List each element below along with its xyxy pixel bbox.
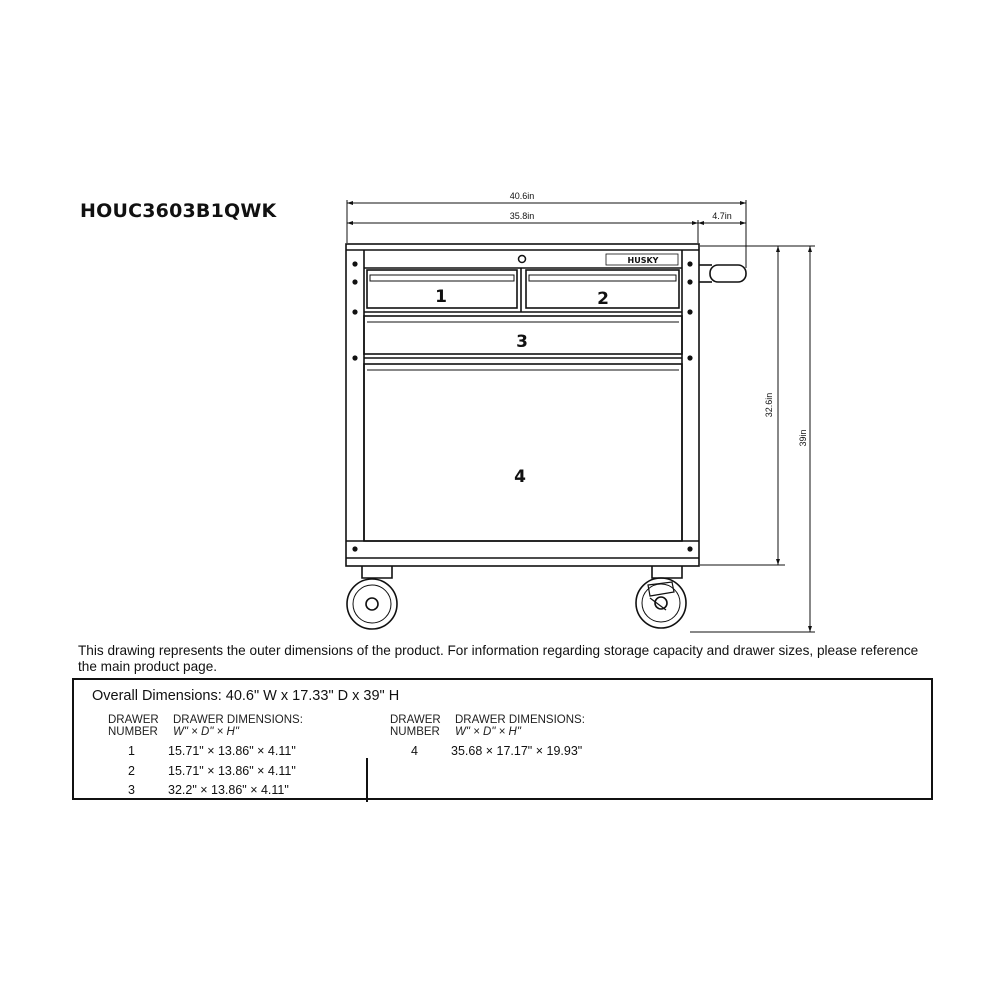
body-height-label: 32.6in: [764, 392, 774, 418]
row-number: 3: [128, 783, 135, 797]
disclaimer-note: This drawing represents the outer dimensions of the product. For information regarding storage capacity and drawer sizes, please reference the main product page.: [78, 643, 919, 674]
cabinet-outline: [346, 244, 699, 566]
drawer-label-1: 1: [435, 287, 447, 307]
table-divider: [366, 758, 368, 802]
row-number: 4: [411, 744, 418, 758]
dimensions-table: [72, 678, 933, 800]
header-drawer-dimensions-right: DRAWER DIMENSIONS: W" × D" × H": [455, 714, 585, 738]
row-dims: 15.71" × 13.86" × 4.11": [168, 764, 296, 778]
header-drawer-number-right: DRAWER NUMBER: [390, 714, 441, 738]
row-dims: 15.71" × 13.86" × 4.11": [168, 744, 296, 758]
row-number: 2: [128, 764, 135, 778]
overall-dimensions: Overall Dimensions: 40.6" W x 17.33" D x 39" H: [92, 688, 400, 704]
row-dims: 32.2" × 13.86" × 4.11": [168, 783, 289, 797]
overall-width-label: 40.6in: [509, 191, 535, 201]
drawer-label-4: 4: [514, 467, 526, 487]
body-width-label: 35.8in: [509, 211, 535, 221]
header-drawer-dimensions: DRAWER DIMENSIONS: W" × D" × H": [173, 714, 303, 738]
drawer-label-3: 3: [516, 332, 528, 352]
side-handle: [710, 265, 746, 282]
row-dims: 35.68 × 17.17" × 19.93": [451, 744, 583, 758]
row-number: 1: [128, 744, 135, 758]
model-number: HOUC3603B1QWK: [80, 200, 277, 222]
header-drawer-number: DRAWER NUMBER: [108, 714, 159, 738]
overall-height-label: 39in: [798, 429, 808, 447]
handle-width-label: 4.7in: [712, 211, 732, 221]
drawer-label-2: 2: [597, 289, 609, 309]
caster-left: [347, 566, 397, 629]
drawer-4: [364, 364, 682, 541]
brand-logo: HUSKY: [627, 256, 659, 265]
lock-icon: [519, 256, 526, 263]
caster-right: [636, 566, 686, 628]
